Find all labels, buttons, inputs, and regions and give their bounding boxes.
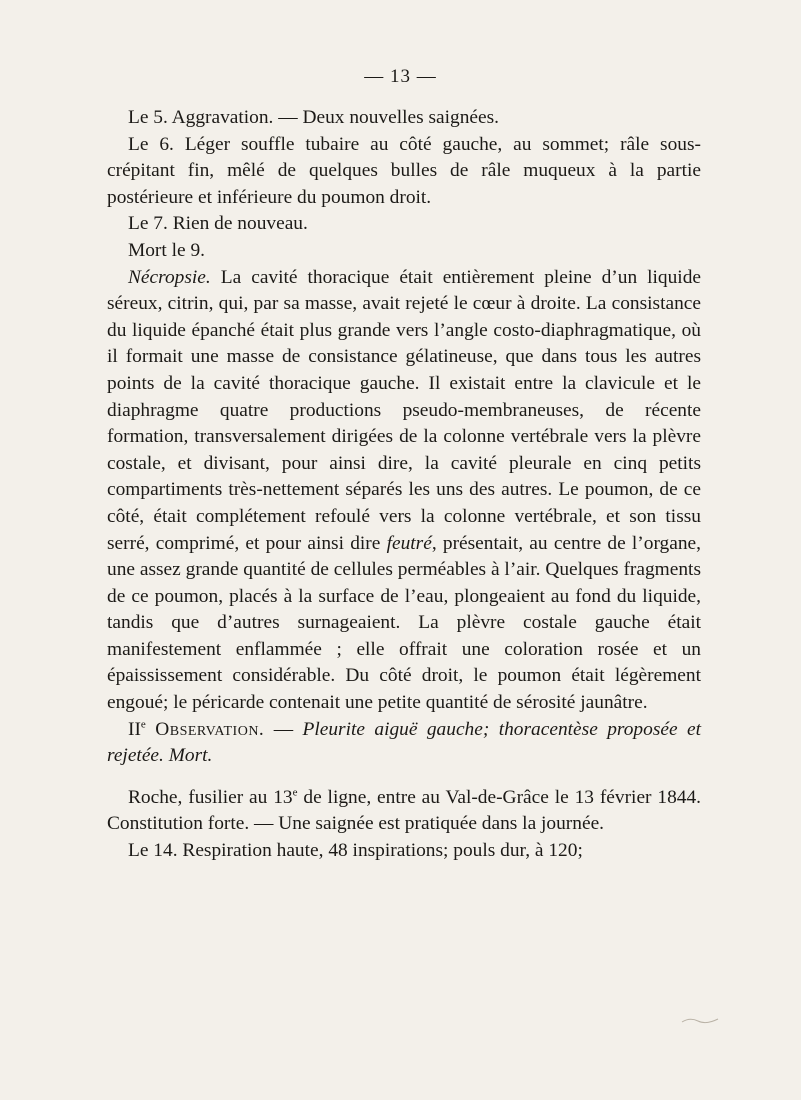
paragraph-day-14: Le 14. Respiration haute, 48 inspirations; pouls dur, à 120; [128, 839, 583, 861]
case-intro-a: Roche, fusilier au 13 [128, 786, 293, 808]
necropsy-text-1: La cavité thoracique était entièrement pleine d’un liquide séreux, citrin, qui, par sa masse, avait rejeté le cœur à droite. La consistance du liquide épanché était plus grande vers l’angle costo-diaphragmatique, où il formait une masse de consistance gélatineuse, que dans tous les autres points de la cavité thoracique gauche. Il existait entre la clavicule et le diaphragme quatre productions pseudo-membraneuses, de récente formation, transversalement dirigées de la colonne vertébrale vers la plèvre costale, et divisant, pour ainsi dire, la cavité pleurale en cinq petits compartiments très-nettement séparés les uns des autres. Le poumon, de ce côté, était complétement refoulé vers la colonne vertébrale, et son tissu serré, comprimé, et pour ainsi dire [107, 266, 701, 554]
necropsy-text-2: , présentait, au centre de l’organe, une assez grande quantité de cellules perméables à l’air. Quelques fragments de ce poumon, placés à la surface de l’eau, plongeaient au fond du liquide, tandis que d’autres surnageaient. La plèvre costale gauche était manifestement enflammée ; elle offrait une coloration rosée et un épaississement considérable. Du côté droit, le poumon était légèrement engoué; le péricarde contenait une petite quantité de sérosité jaunâtre. [107, 532, 702, 714]
paragraph-day-5: Le 5. Aggravation. — Deux nouvelles saignées. [128, 107, 500, 128]
paragraph-day-6: Le 6. Léger souffle tubaire au côté gauche, au sommet; râle sous-crépitant fin, mêlé de quelques bulles de râle muqueux à la partie postérieure et inférieure du poumon droit. [107, 133, 701, 208]
observation-heading [107, 717, 701, 769]
paper-mark [680, 1015, 720, 1025]
paragraph-necropsy [107, 265, 701, 717]
observation-title: Pleurite aiguë gauche; thoracentèse proposée et rejetée. Mort. [107, 718, 701, 766]
necropsy-feutre: feutré [386, 532, 432, 554]
observation-label: Observation. [155, 718, 265, 740]
observation-dash: — [264, 718, 303, 740]
paragraph-death: Mort le 9. [128, 239, 206, 261]
page-number: — 13 — [364, 66, 437, 87]
case-intro-sup: e [292, 786, 298, 799]
necropsy-label: Nécropsie. [128, 266, 211, 288]
paragraph-case-intro [107, 785, 701, 838]
observation-numeral-sup: e [140, 718, 146, 731]
observation-numeral: II [128, 718, 141, 740]
case-intro-b: de ligne, entre au Val-de-Grâce le 13 février 1844. Constitution forte. — Une saignée est pratiquée dans la journée. [107, 786, 702, 835]
spacer [107, 769, 701, 785]
paragraph-day-7: Le 7. Rien de nouveau. [128, 213, 308, 235]
body-text [107, 105, 701, 864]
